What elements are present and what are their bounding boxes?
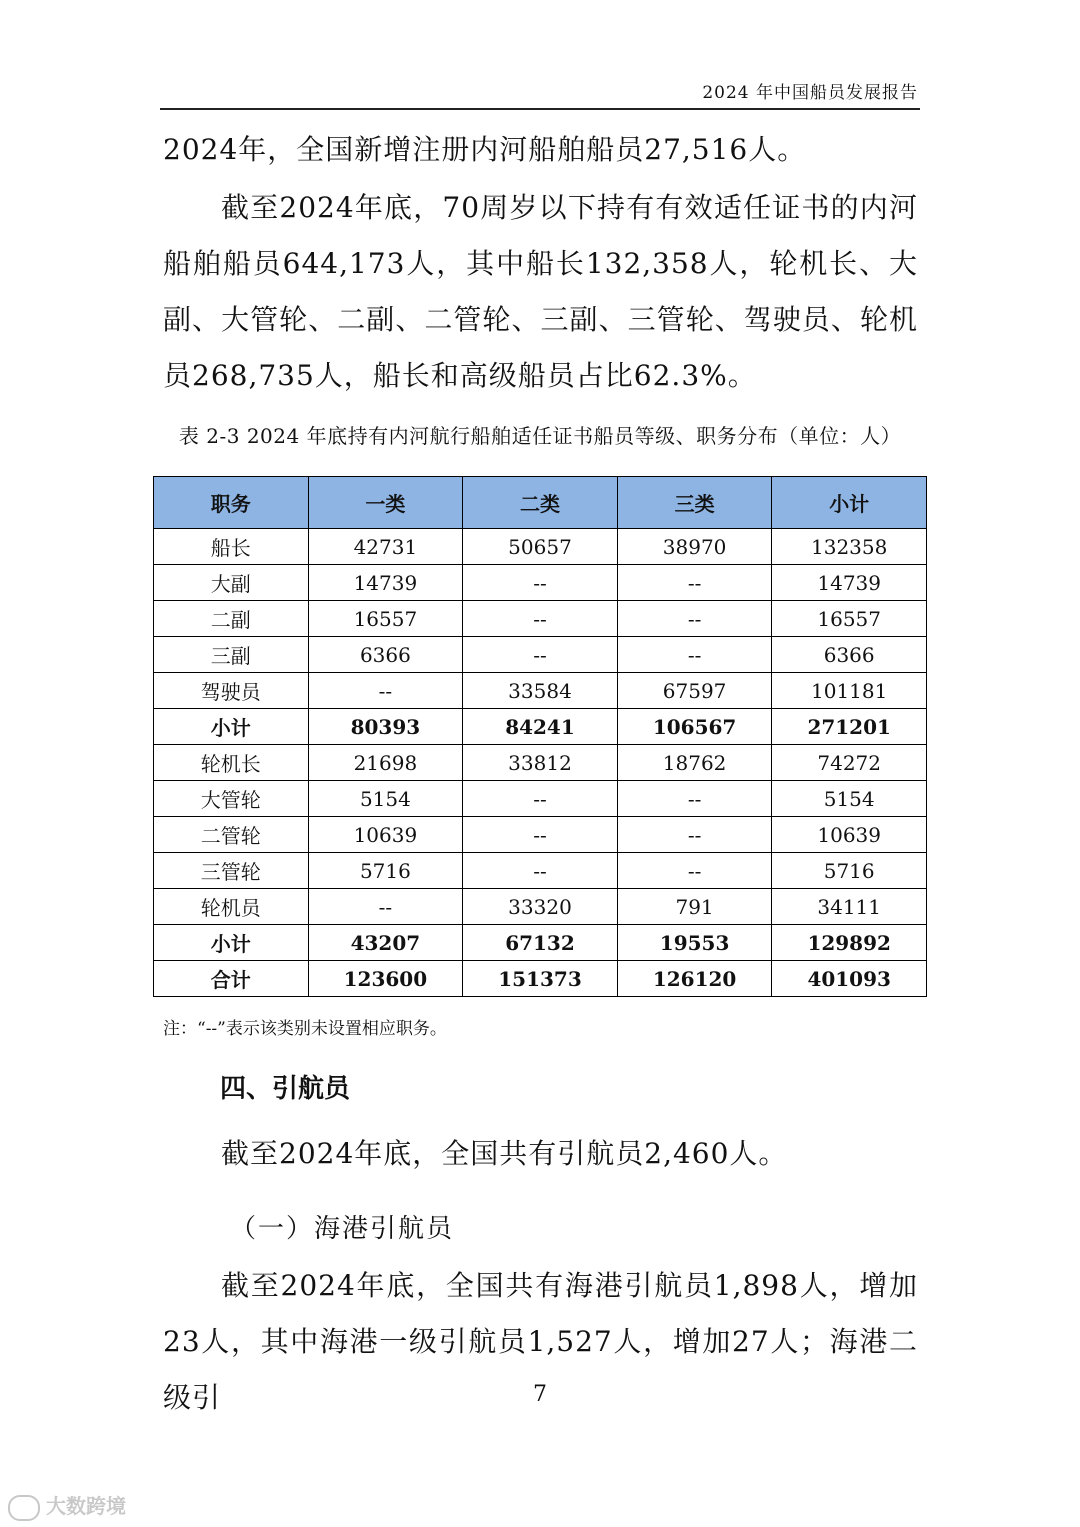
header-title: 2024 年中国船员发展报告 (702, 83, 918, 103)
table-row (154, 745, 927, 781)
value-cell: 14739 (772, 565, 927, 601)
row-label-cell: 二副 (154, 601, 309, 637)
value-cell: -- (617, 781, 772, 817)
value-cell: 10639 (308, 817, 463, 853)
value-cell: 6366 (308, 637, 463, 673)
table-row (154, 529, 927, 565)
value-cell: 18762 (617, 745, 772, 781)
row-label-cell: 三管轮 (154, 853, 309, 889)
value-cell: 16557 (772, 601, 927, 637)
value-cell: 123600 (308, 961, 463, 997)
value-cell: 67132 (463, 925, 618, 961)
value-cell: 5154 (772, 781, 927, 817)
value-cell: 84241 (463, 709, 618, 745)
value-cell: -- (617, 601, 772, 637)
row-label-cell: 轮机长 (154, 745, 309, 781)
page-number: 7 (533, 1382, 547, 1407)
value-cell: 34111 (772, 889, 927, 925)
value-cell: -- (617, 565, 772, 601)
value-cell: -- (463, 817, 618, 853)
value-cell: 21698 (308, 745, 463, 781)
value-cell: 16557 (308, 601, 463, 637)
page-header (160, 70, 920, 110)
row-label-cell: 三副 (154, 637, 309, 673)
table-row (154, 889, 927, 925)
value-cell: 151373 (463, 961, 618, 997)
table-row (154, 853, 927, 889)
table-row (154, 637, 927, 673)
value-cell: -- (308, 889, 463, 925)
value-cell: 106567 (617, 709, 772, 745)
row-label-cell: 船长 (154, 529, 309, 565)
value-cell: -- (463, 853, 618, 889)
value-cell: 401093 (772, 961, 927, 997)
row-label-cell: 合计 (154, 961, 309, 997)
value-cell: 6366 (772, 637, 927, 673)
value-cell: -- (308, 673, 463, 709)
value-cell: -- (463, 601, 618, 637)
table-row (154, 709, 927, 745)
watermark-logo-icon (8, 1495, 40, 1521)
header-cell: 一类 (308, 477, 463, 529)
row-label-cell: 小计 (154, 925, 309, 961)
value-cell: 33584 (463, 673, 618, 709)
table-row (154, 565, 927, 601)
value-cell: -- (463, 637, 618, 673)
table-header-row (154, 477, 927, 529)
row-label-cell: 驾驶员 (154, 673, 309, 709)
row-label-cell: 轮机员 (154, 889, 309, 925)
crew-distribution-table (153, 476, 927, 997)
paragraph-pilot-total: 截至2024年底，全国共有引航员2,460人。 (221, 1137, 788, 1170)
value-cell: -- (463, 781, 618, 817)
header-cell: 职务 (154, 477, 309, 529)
value-cell: 67597 (617, 673, 772, 709)
table-row (154, 925, 927, 961)
value-cell: -- (617, 817, 772, 853)
value-cell: 33320 (463, 889, 618, 925)
table-row (154, 781, 927, 817)
value-cell: 791 (617, 889, 772, 925)
row-label-cell: 大副 (154, 565, 309, 601)
row-label-cell: 二管轮 (154, 817, 309, 853)
value-cell: 271201 (772, 709, 927, 745)
value-cell: 74272 (772, 745, 927, 781)
value-cell: 80393 (308, 709, 463, 745)
value-cell: 129892 (772, 925, 927, 961)
value-cell: 126120 (617, 961, 772, 997)
table-row (154, 673, 927, 709)
value-cell: 19553 (617, 925, 772, 961)
section-heading-pilots: 四、引航员 (220, 1074, 351, 1104)
header-cell: 三类 (617, 477, 772, 529)
value-cell: -- (463, 565, 618, 601)
value-cell: 42731 (308, 529, 463, 565)
value-cell: 5716 (772, 853, 927, 889)
header-cell: 小计 (772, 477, 927, 529)
table-row (154, 961, 927, 997)
watermark (8, 1490, 126, 1521)
value-cell: 50657 (463, 529, 618, 565)
table-note: 注：“--”表示该类别未设置相应职务。 (163, 1019, 447, 1039)
value-cell: 43207 (308, 925, 463, 961)
value-cell: 10639 (772, 817, 927, 853)
value-cell: 38970 (617, 529, 772, 565)
table-row (154, 601, 927, 637)
watermark-text: 大数跨境 (46, 1494, 126, 1518)
value-cell: 33812 (463, 745, 618, 781)
value-cell: 5716 (308, 853, 463, 889)
paragraph-certified-crew: 截至2024年底，70周岁以下持有有效适任证书的内河船舶船员644,173人，其中船长132,358人，轮机长、大副、大管轮、二副、二管轮、三副、三管轮、驾驶员、轮机员268,735人，船长和高级船员占比62.3%。 (163, 191, 918, 392)
value-cell: -- (617, 637, 772, 673)
paragraph-new-registrations: 2024年，全国新增注册内河船舶船员27,516人。 (163, 133, 807, 166)
value-cell: 132358 (772, 529, 927, 565)
row-label-cell: 小计 (154, 709, 309, 745)
value-cell: 14739 (308, 565, 463, 601)
value-cell: 101181 (772, 673, 927, 709)
value-cell: -- (617, 853, 772, 889)
row-label-cell: 大管轮 (154, 781, 309, 817)
table-caption: 表 2-3 2024 年底持有内河航行船舶适任证书船员等级、职务分布（单位：人） (178, 424, 902, 448)
paragraph-seaport-pilots: 截至2024年底，全国共有海港引航员1,898人，增加23人，其中海港一级引航员1,527人，增加27人；海港二级引 (163, 1269, 918, 1414)
table-row (154, 817, 927, 853)
table-body (154, 529, 927, 997)
header-cell: 二类 (463, 477, 618, 529)
value-cell: 5154 (308, 781, 463, 817)
subsection-heading-seaport-pilots: （一）海港引航员 (230, 1214, 455, 1244)
